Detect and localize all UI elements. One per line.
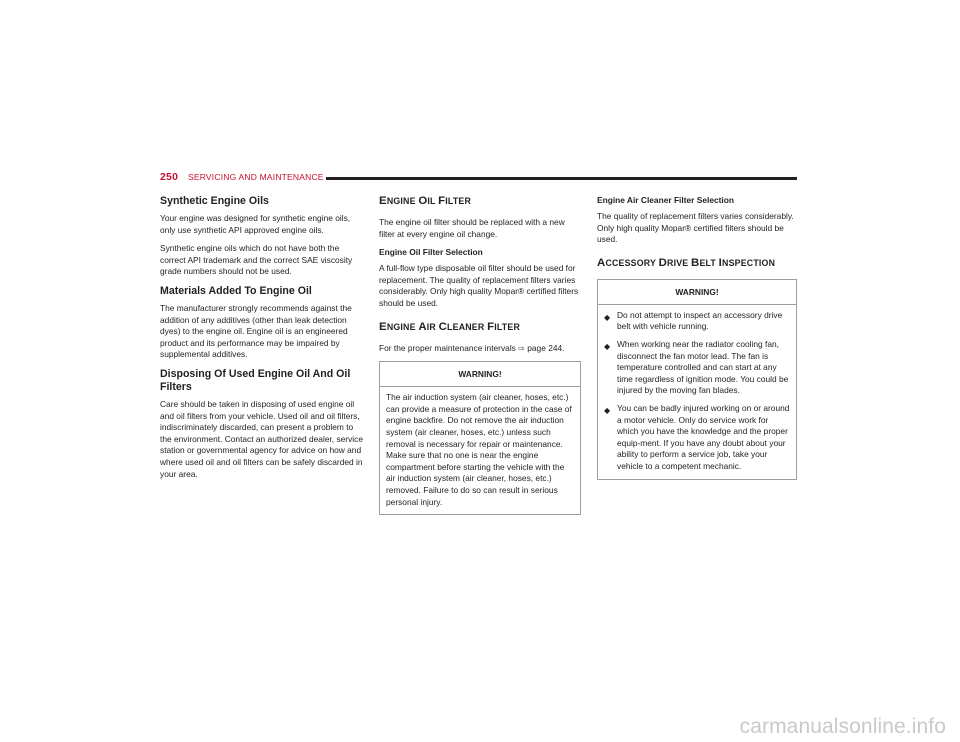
warning-box-air-induction <box>379 361 581 515</box>
diamond-bullet-icon: ◆ <box>604 405 611 415</box>
page-reference-link[interactable]: page 244. <box>524 342 565 353</box>
paragraph-maintenance-intervals: For the proper maintenance intervals ⇨ page 244. <box>379 342 565 353</box>
paragraph-synthetic-1: Your engine was designed for synthetic engine oils, only use synthetic API approved engine oils. <box>160 213 351 235</box>
page-reference-arrow-icon: ⇨ <box>518 343 525 353</box>
section-title: SERVICING AND MAINTENANCE <box>188 172 324 182</box>
paragraph-synthetic-2: Synthetic engine oils which do not have both the correct API trademark and the correct SAE viscosity grade numbers should not be used. <box>160 243 353 277</box>
column-left <box>160 195 365 487</box>
warning-list <box>598 305 796 479</box>
warning-title: WARNING! <box>380 362 580 387</box>
page-header <box>160 171 797 185</box>
column-middle <box>379 195 581 515</box>
paragraph-oil-filter: The engine oil filter should be replaced with a new filter at every engine oil change. <box>379 217 565 239</box>
warning-list-item: ◆ When working near the radiator cooling fan, disconnect the fan motor lead. The fan is temperature controlled and can start at any time regardless of ignition mode. You could be injured by the moving fan blades. <box>604 338 789 396</box>
paragraph-oil-filter-selection: A full-flow type disposable oil filter should be used for replacement. The quality of replacement filters varies considerably. Only high quality Mopar® certified filters should be used. <box>379 263 579 308</box>
heading-accessory-drive-belt: ACCESSORY DRIVE BELT INSPECTION <box>597 256 776 269</box>
paragraph-air-cleaner-selection: The quality of replacement filters varies considerably. Only high quality Mopar® certified filters should be used. <box>597 211 794 245</box>
warning-list-item: ◆ You can be badly injured working on or around a motor vehicle. Only do service work for which you have the knowledge and the proper equip-ment. If you have any doubt about your ability to perform a service job, take your vehicle to a competent mechanic. <box>604 402 790 471</box>
heading-engine-air-cleaner-filter: ENGINE AIR CLEANER FILTER <box>379 320 520 333</box>
heading-engine-oil-filter: ENGINE OIL FILTER <box>379 195 472 207</box>
diamond-bullet-icon: ◆ <box>604 341 611 351</box>
heading-oil-filter-selection: Engine Oil Filter Selection <box>379 247 483 258</box>
watermark: carmanualsonline.info <box>739 715 946 738</box>
warning-title: WARNING! <box>598 280 796 305</box>
header-rule <box>326 177 797 180</box>
heading-synthetic-engine-oils: Synthetic Engine Oils <box>160 195 269 207</box>
heading-air-cleaner-selection: Engine Air Cleaner Filter Selection <box>597 195 734 205</box>
warning-box-drive-belt <box>597 279 797 480</box>
page-number: 250 <box>160 171 179 183</box>
paragraph-disposing: Care should be taken in disposing of used engine oil and oil filters from your vehicle. Used oil and oil filters, indiscriminately discarded, can present a problem to the environment. Contact an authorized dealer, service station or governmental agency for advice on how and where used oil and oil filters can be safely discarded in your area. <box>160 398 363 479</box>
diamond-bullet-icon: ◆ <box>604 312 611 322</box>
heading-materials-added: Materials Added To Engine Oil <box>160 284 312 297</box>
column-right <box>597 195 797 480</box>
warning-text: The air induction system (air cleaner, hoses, etc.) can provide a measure of protection in the case of engine backfire. Do not remove the air induction system (air cleaner, hoses, etc.) unless such removal is necessary for repair or maintenance. Make sure that no one is near the engine compartment before starting the vehicle with the air induction system (air cleaner, hoses, etc.) removed. Failure to do so can result in serious personal injury. <box>386 392 572 507</box>
heading-disposing-oil: Disposing Of Used Engine Oil And Oil Filters <box>160 367 351 393</box>
warning-list-item: ◆ Do not attempt to inspect an accessory drive belt with vehicle running. <box>604 309 783 332</box>
paragraph-materials: The manufacturer strongly recommends against the addition of any additives (other than leak detection dyes) to the engine oil. Engine oil is an engineered product and its performance may be impaired by supplemental additives. <box>160 302 352 360</box>
